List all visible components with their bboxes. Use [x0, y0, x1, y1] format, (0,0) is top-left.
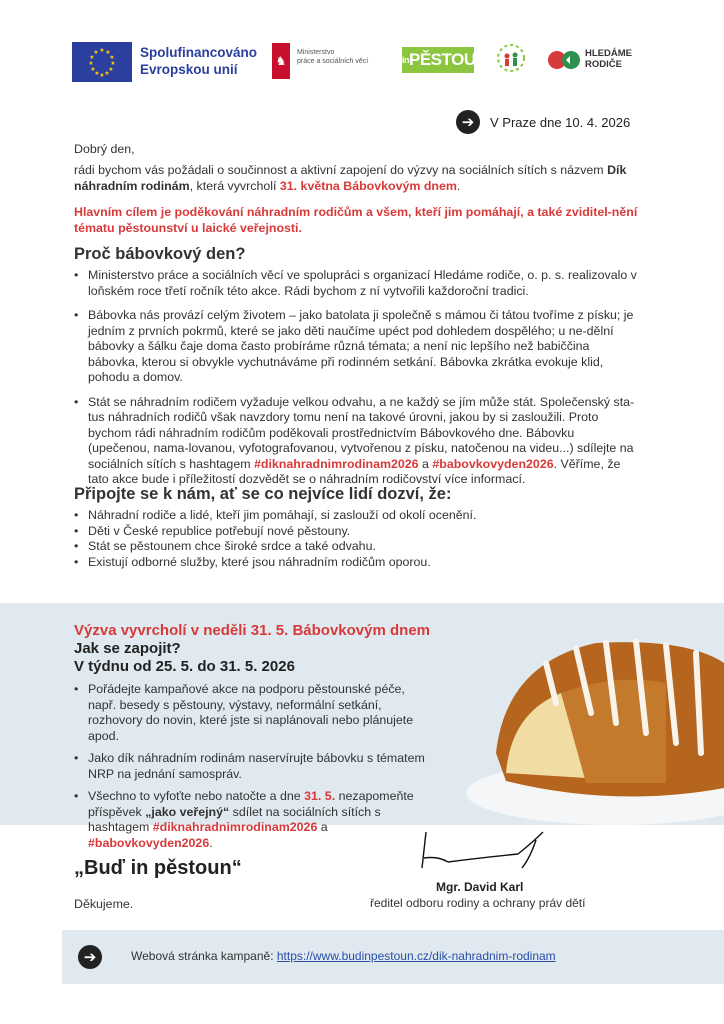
svg-text:★: ★ [108, 66, 114, 73]
thanks-text: Děkujeme. [74, 897, 134, 911]
czech-lion-crest-icon [272, 43, 290, 79]
website-label: Webová stránka kampaně: [131, 949, 274, 963]
promo-item-3-date: 31. 5. [304, 789, 336, 803]
eu-cofinanced-text [140, 44, 257, 78]
svg-text:★: ★ [94, 70, 100, 77]
kids-icon [494, 40, 528, 76]
intro-paragraph [74, 163, 639, 194]
mpsv-logo-text [297, 48, 368, 66]
promo-item-3-text-2: nezapomeňte příspěvek [88, 789, 414, 819]
promo-hashtag-babovkovyden[interactable]: #babovkovyden2026 [88, 835, 210, 850]
promo-hashtag-diknahradnimrodinam[interactable]: #diknahradnimrodinam2026 [152, 820, 318, 834]
svg-text:★: ★ [105, 49, 111, 56]
join-item: • Děti v České republice potřebují nové pěstouny. [74, 524, 639, 540]
intro-date-highlight: 31. května Bábovkovým dnem [279, 178, 457, 193]
intro-text-2: , která vyvrcholí [189, 178, 277, 193]
promo-question: Jak se zapojit? [74, 640, 181, 657]
promo-item-3-quote: „jako veřejný“ [145, 804, 230, 819]
svg-text:★: ★ [89, 54, 95, 61]
promo-list [74, 682, 434, 851]
eu-line-1: Spolufinancováno [140, 45, 258, 60]
hashtag-babovkovyden[interactable]: #babovkovyden2026 [432, 456, 554, 471]
signer-name: Mgr. David Karl [436, 880, 524, 894]
hledame-rodice-text [585, 48, 632, 70]
goal-paragraph: Hlavním cílem je poděkování náhradním rodičům a všem, kteří jim pomáhají, a také zviditel-nění tématu pěstounství u laické veřejnosti. [74, 205, 638, 235]
svg-text:★: ★ [99, 47, 105, 54]
eu-line-2: Evropskou unií [140, 62, 238, 77]
promo-and-word: a [320, 820, 328, 834]
svg-text:♞: ♞ [275, 54, 287, 68]
join-list [74, 508, 639, 570]
mpsv-line-1: Ministerstvo [297, 49, 335, 56]
mpsv-line-2: práce a sociálních věcí [297, 58, 369, 65]
eu-flag-icon [72, 42, 132, 82]
join-item: • Stát se pěstounem chce široké srdce a také odvahu. [74, 539, 639, 555]
svg-text:★: ★ [110, 60, 116, 67]
promo-item-3 [74, 789, 434, 851]
join-item: • Existují odborné služby, které jsou náhradním rodičům oporou. [74, 555, 639, 571]
svg-text:★: ★ [109, 54, 115, 61]
why-heading: Proč bábovkový den? [74, 245, 246, 263]
why-list [74, 268, 639, 488]
svg-text:★: ★ [99, 72, 105, 79]
svg-text:★: ★ [90, 66, 96, 73]
why-bullet-3 [74, 395, 639, 488]
intro-text-1: rádi bychom vás požádali o součinnost a aktivní zapojení do výzvy na sociálních sítích s názvem [74, 163, 604, 177]
letter-date: V Praze dne 10. 4. 2026 [490, 114, 631, 130]
promo-item-1: • Pořádejte kampaňové akce na podporu pěstounské péče, např. besedy s pěstouny, výstavy, neformální setkání, rozhovory do novin, které jste si naplánovali nebo plánujete apod. [74, 682, 434, 744]
join-item: • Náhradní rodiče a lidé, kteří jim pomáhají, si zaslouží od okolí ocenění. [74, 508, 639, 524]
date-line [456, 110, 630, 134]
pestoun-word: PĚSTOUN [409, 50, 488, 69]
hledame-rodice-icon [546, 48, 582, 72]
slogan: „Buď in pěstoun“ [74, 857, 242, 879]
handwritten-signature [418, 828, 558, 882]
arrow-right-circle-icon: ➔ [456, 110, 480, 134]
pestoun-prefix: in [402, 55, 409, 65]
arrow-right-circle-icon: ➔ [78, 945, 102, 969]
campaign-website-link[interactable]: https://www.budinpestoun.cz/dik-nahradnim-rodinam [276, 949, 556, 963]
in-pestoun-logo [402, 47, 488, 73]
hr-line-2: RODIČE [585, 59, 622, 70]
why-bullet-3-text-1: Stát se náhradním rodičem vyžaduje velkou odvahu, a ne každý se jím může stát. Společenský sta-tus náhradních rodičů však navzdory tomu není na takové úrovni, jakou by si zasloužili. Proto bychom rádi náhradním rodičům poděkovali prostřednictvím Bábovkového dne. Bábovku (upečenou, nama-lovanou, vyfotografovanou, vytvořenou z písku, natočenou na videu...) sdílejte na sociálních sítích s hashtagem [88, 394, 635, 471]
join-heading: Připojte se k nám, ať se co nejvíce lidí dozví, že: [74, 485, 452, 503]
svg-text:★: ★ [93, 49, 99, 56]
why-bullet-1: • Ministerstvo práce a sociálních věcí ve spolupráci s organizací Hledáme rodiče, o. p. s. realizovalo v loňském roce třetí ročník této akce. Rádi bychom z ní vytvořili každoroční tradici. [74, 268, 639, 299]
why-bullet-3-text-2: . Věříme, že tato akce bude i příležitostí dozvědět se o náhradním rodičovství více informací. [88, 456, 621, 486]
signer-role: ředitel odboru rodiny a ochrany práv dětí [370, 896, 586, 910]
hashtag-diknahradnimrodinam[interactable]: #diknahradnimrodinam2026 [254, 456, 419, 471]
cake-photo [466, 603, 724, 825]
promo-item-3-text-1: Všechno to vyfoťte nebo natočte a dne [88, 789, 301, 803]
campaign-website-line [131, 949, 556, 963]
promo-item-2: • Jako dík náhradním rodinám naservírujte bábovku s tématem NRP na jednání samospráv. [74, 751, 434, 782]
footer-arrow [78, 945, 102, 969]
promo-week: V týdnu od 25. 5. do 31. 5. 2026 [74, 658, 295, 675]
greeting: Dobrý den, [74, 142, 135, 156]
promo-item-3-end: . [209, 835, 213, 850]
and-word: a [422, 456, 429, 471]
campaign-name: Dík náhradním rodinám [74, 163, 627, 193]
promo-title: Výzva vyvrcholí v neděli 31. 5. Bábovkovým dnem [74, 622, 430, 639]
svg-text:★: ★ [88, 60, 94, 67]
why-bullet-2: • Bábovka nás provází celým životem – jako batolata ji společně s mámou či tátou tvoříme z písku; je jedním z prvních pokrmů, které se jako děti naučíme upéct pod dohledem dospělého; u ne-dělní bábovky a šálku čaje doma často probíráme různá témata; a není nic lepšího než babiččina bábovka, kterou si obvykle vychutnáváme při rodinném setkání. Bábovka zkrátka evokuje klid, pohodu a domov. [74, 308, 639, 386]
hr-line-1: HLEDÁME [585, 48, 632, 59]
svg-text:★: ★ [104, 70, 110, 77]
intro-text-3: . [456, 178, 461, 193]
promo-item-3-text-3: sdílet na sociálních sítích s hashtagem [88, 804, 381, 834]
